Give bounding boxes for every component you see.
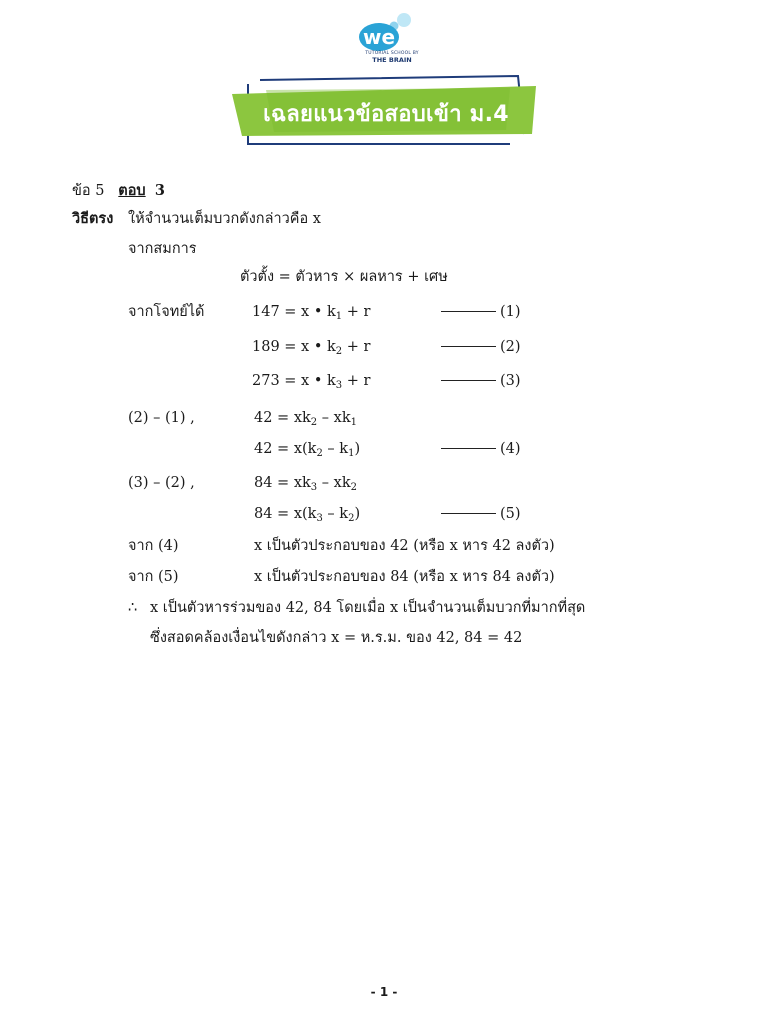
- equation-5-tag: (5): [500, 506, 521, 522]
- equation-4-tag: (4): [500, 441, 521, 457]
- equation-2-leader: [441, 346, 496, 347]
- question-header: [72, 182, 165, 200]
- equation-3-leader: [441, 380, 496, 381]
- from-5-text: x เป็นตัวประกอบของ 84 (หรือ x หาร 84 ลงตัว): [254, 569, 555, 585]
- from-problem-label: จากโจทย์ได้: [128, 304, 205, 320]
- method-intro: ให้จำนวนเต็มบวกดังกล่าวคือ x: [128, 211, 321, 227]
- logo-caption: [362, 50, 422, 64]
- eq2-lhs: 189: [252, 339, 280, 355]
- step-1-line-a: $42 = xk_2 - xk_1$: [254, 410, 357, 428]
- logo-small-text: TUTORIAL SCHOOL BY: [365, 51, 419, 56]
- equation-1-leader: [441, 311, 496, 312]
- step-2-line-b: $84 = x(k_3 - k_2)$: [254, 506, 361, 524]
- equation-3-tag: (3): [500, 373, 521, 389]
- general-equation: ตัวตั้ง = ตัวหาร × ผลหาร + เศษ: [240, 269, 448, 285]
- eq1-lhs: 147: [252, 304, 280, 320]
- equation-4-leader: [441, 448, 496, 449]
- question-number: ข้อ 5: [72, 183, 105, 199]
- title-banner: [226, 72, 546, 152]
- step-1-label: (2) – (1) ,: [128, 410, 195, 426]
- eq3-lhs: 273: [252, 373, 280, 389]
- step-2-label: (3) – (2) ,: [128, 475, 195, 491]
- equation-2: 189 = x • $k_2 + r$: [252, 339, 371, 357]
- step1-lhs-a: 42: [254, 410, 273, 426]
- step2-lhs-b: 84: [254, 506, 273, 522]
- equation-3: 273 = x • $k_3 + r$: [252, 373, 371, 391]
- step2-lhs-a: 84: [254, 475, 273, 491]
- equation-1-tag: (1): [500, 304, 521, 320]
- equation-1: 147 = x • $k_1 + r$: [252, 304, 371, 322]
- logo-mark: we: [362, 25, 396, 49]
- therefore-symbol: ∴: [128, 600, 138, 616]
- answer-label: ตอบ: [118, 182, 146, 199]
- page-number: - 1 -: [370, 985, 398, 999]
- step-1-line-b: $42 = x(k_2 - k_1)$: [254, 441, 361, 459]
- conclusion-line-1: x เป็นตัวหารร่วมของ 42, 84 โดยเมื่อ x เป็นจำนวนเต็มบวกที่มากที่สุด: [150, 600, 586, 616]
- equation-2-tag: (2): [500, 339, 521, 355]
- from-5-label: จาก (5): [128, 569, 179, 585]
- from-4-text: x เป็นตัวประกอบของ 42 (หรือ x หาร 42 ลงตัว): [254, 538, 555, 554]
- conclusion-line-2: ซึ่งสอดคล้องเงื่อนไขดังกล่าว x = ห.ร.ม. ของ 42, 84 = 42: [150, 630, 523, 646]
- logo-brand: THE BRAIN: [372, 56, 412, 64]
- method-label: วิธีตรง: [72, 210, 114, 227]
- answer-value: 3: [154, 182, 165, 199]
- from-equation-label: จากสมการ: [128, 241, 197, 257]
- banner-title: เฉลยแนวข้อสอบเข้า ม.4: [263, 102, 509, 127]
- step-2-line-a: $84 = xk_3 - xk_2$: [254, 475, 357, 493]
- equation-5-leader: [441, 513, 496, 514]
- step1-lhs-b: 42: [254, 441, 273, 457]
- from-4-label: จาก (4): [128, 538, 179, 554]
